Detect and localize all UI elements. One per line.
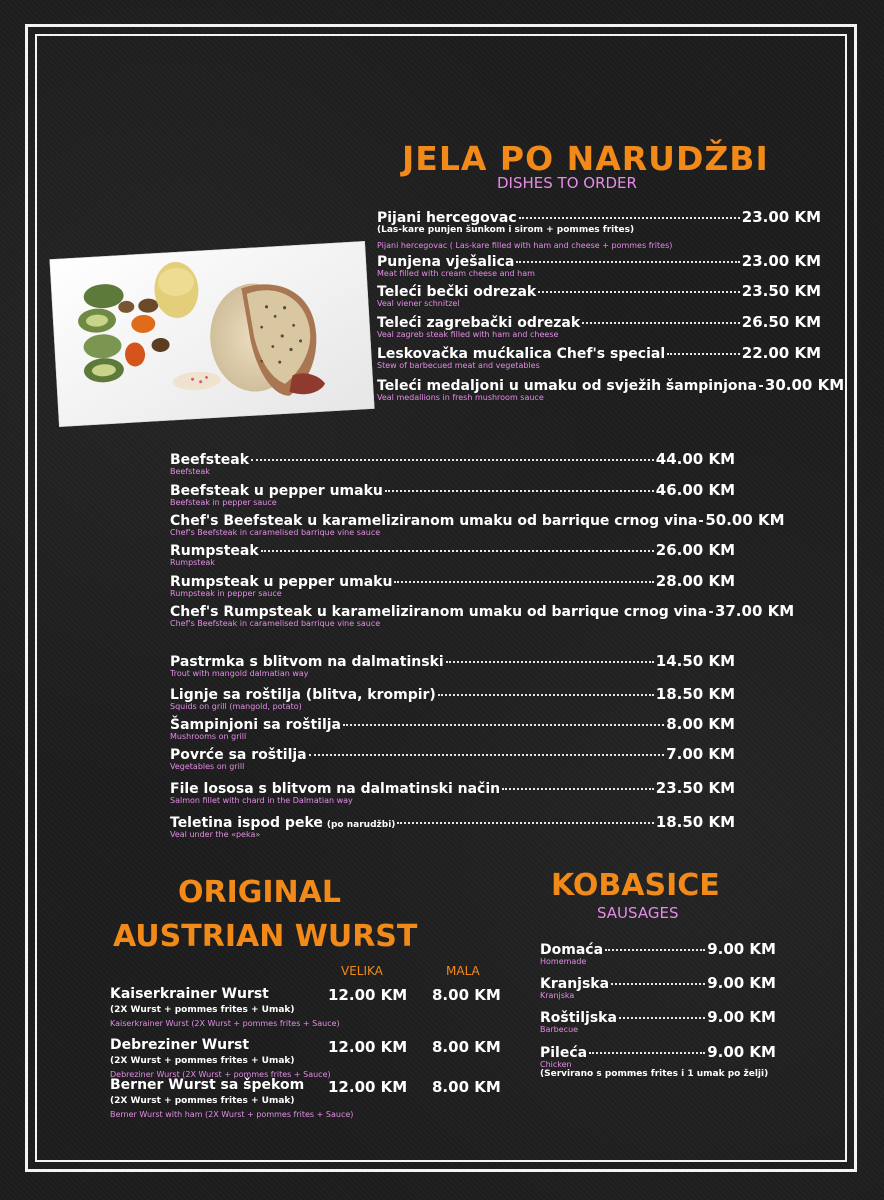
menu-item-translation: Barbecue (540, 1025, 579, 1034)
wurst-title-line2: AUSTRIAN WURST (113, 919, 418, 954)
menu-item-row (170, 602, 795, 620)
menu-item-row (170, 541, 735, 559)
menu-item-row (540, 940, 776, 958)
menu-item-name: Beefsteak u pepper umaku (170, 483, 383, 499)
menu-item-translation: Meat filled with cream cheese and ham (377, 269, 535, 278)
menu-item-row (377, 344, 821, 362)
menu-item-translation: Chef's Beefsteak in caramelised barrique vine sauce (170, 528, 381, 537)
menu-item-price: 18.50 KM (655, 685, 735, 703)
dot-leader (699, 520, 703, 522)
dot-leader (709, 611, 713, 613)
menu-item-description: (Las-kare punjen šunkom i sirom + pommes frites) (377, 225, 635, 235)
menu-item-price: 30.00 KM (764, 376, 845, 394)
wurst-price-small: 8.00 KM (432, 986, 501, 1004)
dish-photo (49, 241, 374, 427)
menu-item-price: 26.00 KM (655, 541, 735, 559)
menu-item-name: Teleći medaljoni u umaku od svježih šampinjona (377, 378, 757, 394)
dot-leader (397, 822, 653, 824)
wurst-col-small: MALA (446, 964, 480, 978)
menu-item-row (540, 1043, 776, 1061)
menu-item-name: Punjena vješalica (377, 254, 515, 270)
menu-item-row (170, 652, 735, 670)
dot-leader (309, 754, 665, 756)
menu-item-row (170, 715, 735, 733)
menu-item-price: 50.00 KM (705, 511, 785, 529)
menu-item-name: Leskovačka mućkalica Chef's special (377, 346, 666, 362)
menu-item-row (170, 511, 785, 529)
wurst-col-large: VELIKA (341, 964, 383, 978)
dot-leader (582, 322, 740, 324)
dishes-to-order-subtitle: DISHES TO ORDER (497, 174, 637, 192)
menu-item-row (377, 252, 821, 270)
menu-item-row (170, 481, 735, 499)
menu-item-price: 44.00 KM (655, 450, 735, 468)
menu-item-price: 46.00 KM (655, 481, 735, 499)
menu-item-name: Teletina ispod peke (170, 815, 323, 831)
wurst-item-name: Kaiserkrainer Wurst (110, 986, 269, 1002)
wurst-item-name: Berner Wurst sa špekom (110, 1077, 305, 1093)
dot-leader (438, 694, 654, 696)
sausages-footnote: (Servirano s pommes frites i 1 umak po želji) (540, 1069, 769, 1079)
menu-item-translation: Veal viener schnitzel (377, 299, 460, 308)
dot-leader (667, 353, 740, 355)
menu-item-row (377, 208, 821, 226)
wurst-item-description: (2X Wurst + pommes frites + Umak) (110, 1096, 295, 1106)
dot-leader (502, 788, 654, 790)
menu-item-price: 9.00 KM (707, 1008, 776, 1026)
dot-leader (446, 661, 654, 663)
menu-item-name: Chef's Beefsteak u karameliziranom umaku od barrique crnog vina (170, 513, 698, 529)
menu-item-translation: Salmon fillet with chard in the Dalmatian way (170, 796, 353, 805)
menu-item-price: 14.50 KM (655, 652, 735, 670)
dot-leader (251, 459, 654, 461)
menu-item-row (540, 1008, 776, 1026)
menu-item-name: Rumpsteak u pepper umaku (170, 574, 393, 590)
wurst-item-translation: Berner Wurst with ham (2X Wurst + pommes frites + Sauce) (110, 1110, 354, 1119)
menu-item-translation: Veal medallions in fresh mushroom sauce (377, 393, 544, 402)
menu-item-name: Pastrmka s blitvom na dalmatinski (170, 654, 444, 670)
menu-item-name: File lososa s blitvom na dalmatinski način (170, 781, 501, 797)
dot-leader (619, 1017, 705, 1019)
menu-item-translation: Rumpsteak (170, 558, 215, 567)
menu-item-translation: Chicken (540, 1060, 572, 1069)
menu-item-name: Rumpsteak (170, 543, 259, 559)
menu-item-translation: Chef's Beefsteak in caramelised barrique vine sauce (170, 619, 381, 628)
menu-item-price: 9.00 KM (707, 1043, 776, 1061)
menu-item-price: 37.00 KM (714, 602, 795, 620)
menu-item-price: 28.00 KM (655, 572, 735, 590)
menu-item-price: 22.00 KM (741, 344, 821, 362)
menu-item-translation: Veal under the «peka» (170, 830, 261, 839)
dot-leader (394, 581, 653, 583)
menu-item-row (377, 282, 821, 300)
dot-leader (589, 1052, 705, 1054)
menu-item-price: 23.50 KM (741, 282, 821, 300)
menu-item-translation: Rumpsteak in pepper sauce (170, 589, 282, 598)
menu-item-translation: Squids on grill (mangold, potato) (170, 702, 302, 711)
dot-leader (519, 217, 740, 219)
wurst-item-description: (2X Wurst + pommes frites + Umak) (110, 1005, 295, 1015)
menu-item-row (170, 450, 735, 468)
menu-item-row (377, 313, 821, 331)
menu-item-translation: Trout with mangold dalmatian way (170, 669, 309, 678)
sausages-title: KOBASICE (551, 868, 720, 903)
sausages-subtitle: SAUSAGES (597, 904, 679, 922)
menu-item-price: 9.00 KM (707, 940, 776, 958)
menu-item-translation: Mushrooms on grill (170, 732, 247, 741)
dot-leader (343, 724, 664, 726)
menu-item-translation: Kranjska (540, 991, 575, 1000)
wurst-title-line1: ORIGINAL (178, 875, 341, 910)
menu-item-name: Lignje sa roštilja (blitva, krompir) (170, 687, 436, 703)
menu-item-name: Beefsteak (170, 452, 250, 468)
menu-item-name: Roštiljska (540, 1010, 617, 1026)
dishes-to-order-title: JELA PO NARUDŽBI (402, 139, 769, 178)
menu-item-row (170, 685, 735, 703)
menu-item-price: 26.50 KM (741, 313, 821, 331)
menu-item-translation: Stew of barbecued meat and vegetables (377, 361, 540, 370)
menu-item-price: 9.00 KM (707, 974, 776, 992)
menu-item-price: 23.00 KM (741, 252, 821, 270)
menu-item-price: 23.00 KM (741, 208, 821, 226)
menu-item-name: Kranjska (540, 976, 610, 992)
dot-leader (516, 261, 739, 263)
menu-item-translation: Pijani hercegovac ( Las-kare filled with ham and cheese + pommes frites) (377, 241, 673, 250)
wurst-item-description: (2X Wurst + pommes frites + Umak) (110, 1056, 295, 1066)
wurst-price-large: 12.00 KM (328, 1078, 408, 1096)
menu-item-name: Šampinjoni sa roštilja (170, 717, 342, 733)
wurst-price-large: 12.00 KM (328, 1038, 408, 1056)
menu-item-translation: Vegetables on grill (170, 762, 245, 771)
menu-item-translation: Beefsteak in pepper sauce (170, 498, 277, 507)
wurst-price-small: 8.00 KM (432, 1078, 501, 1096)
menu-item-row (540, 974, 776, 992)
dot-leader (759, 385, 763, 387)
menu-item-row (170, 813, 735, 831)
menu-item-row (170, 745, 735, 763)
dot-leader (261, 550, 654, 552)
wurst-item-translation: Debreziner Wurst (2X Wurst + pommes frites + Sauce) (110, 1070, 331, 1079)
menu-item-name: Povrće sa roštilja (170, 747, 307, 763)
menu-item-name: Teleći zagrebački odrezak (377, 315, 581, 331)
menu-item-translation: Veal zagreb steak filled with ham and cheese (377, 330, 559, 339)
dot-leader (605, 949, 705, 951)
wurst-item-translation: Kaiserkrainer Wurst (2X Wurst + pommes frites + Sauce) (110, 1019, 340, 1028)
menu-item-translation: Beefsteak (170, 467, 210, 476)
menu-item-name: Pileća (540, 1045, 588, 1061)
menu-item-price: 7.00 KM (666, 745, 735, 763)
menu-item-row (170, 779, 735, 797)
menu-item-row (170, 572, 735, 590)
dot-leader (385, 490, 654, 492)
menu-item-row (377, 376, 845, 394)
dot-leader (611, 983, 705, 985)
menu-item-note: (po narudžbi) (326, 820, 396, 830)
menu-item-name: Pijani hercegovac (377, 210, 517, 226)
menu-item-price: 18.50 KM (655, 813, 735, 831)
wurst-price-large: 12.00 KM (328, 986, 408, 1004)
menu-item-name: Domaća (540, 942, 604, 958)
menu-item-price: 23.50 KM (655, 779, 735, 797)
menu-item-translation: Homemade (540, 957, 587, 966)
dot-leader (538, 291, 740, 293)
wurst-price-small: 8.00 KM (432, 1038, 501, 1056)
wurst-item-name: Debreziner Wurst (110, 1037, 250, 1053)
menu-item-name: Teleći bečki odrezak (377, 284, 537, 300)
menu-item-name: Chef's Rumpsteak u karameliziranom umaku od barrique crnog vina (170, 604, 707, 620)
menu-item-price: 8.00 KM (666, 715, 735, 733)
